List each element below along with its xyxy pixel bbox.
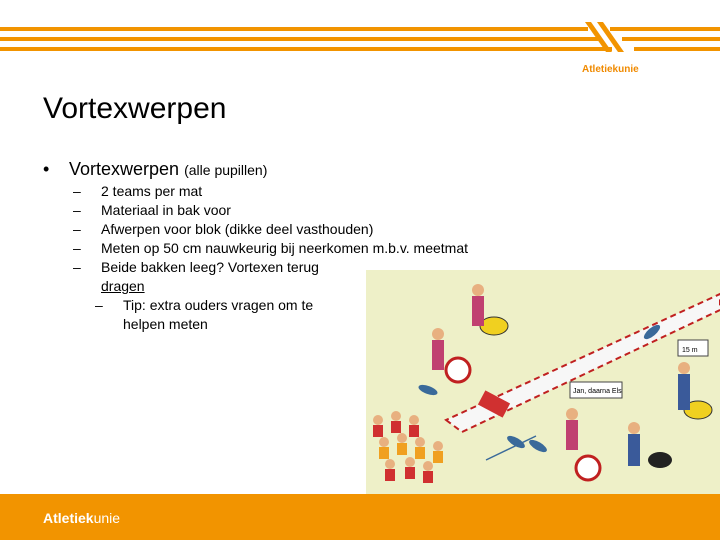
page-title: Vortexwerpen bbox=[43, 92, 227, 125]
list-item: – Afwerpen voor blok (dikke deel vasthouden) bbox=[73, 221, 374, 237]
header-logo: Atletiekunie bbox=[582, 64, 639, 75]
bullet-main: Vortexwerpen bbox=[69, 159, 180, 179]
footer-logo: Atletiekunie bbox=[43, 510, 121, 526]
footer-bar bbox=[0, 494, 720, 540]
list-item-continuation: dragen bbox=[101, 278, 145, 294]
bullet-dot: • bbox=[43, 159, 50, 179]
vortex-illustration bbox=[366, 270, 720, 494]
svg-text:15 m: 15 m bbox=[682, 347, 698, 354]
distance-sign bbox=[678, 340, 708, 356]
list-item: – Beide bakken leeg? Vortexen terug bbox=[73, 259, 319, 275]
list-item: – Materiaal in bak voor bbox=[73, 202, 231, 218]
tip-item: – Tip: extra ouders vragen om te bbox=[95, 297, 314, 313]
bullet-text bbox=[69, 157, 267, 182]
main-bullet bbox=[43, 157, 563, 182]
svg-text:Jan, daarna Els: Jan, daarna Els bbox=[573, 388, 622, 395]
header-stripes bbox=[0, 22, 720, 62]
bullet-detail: (alle pupillen) bbox=[184, 162, 268, 178]
tip-item-continuation: helpen meten bbox=[123, 316, 208, 332]
list-item: – Meten op 50 cm nauwkeurig bij neerkomen m.b.v. meetmat bbox=[73, 240, 469, 256]
turn-sign bbox=[570, 382, 622, 398]
list-item: – 2 teams per mat bbox=[73, 183, 203, 199]
